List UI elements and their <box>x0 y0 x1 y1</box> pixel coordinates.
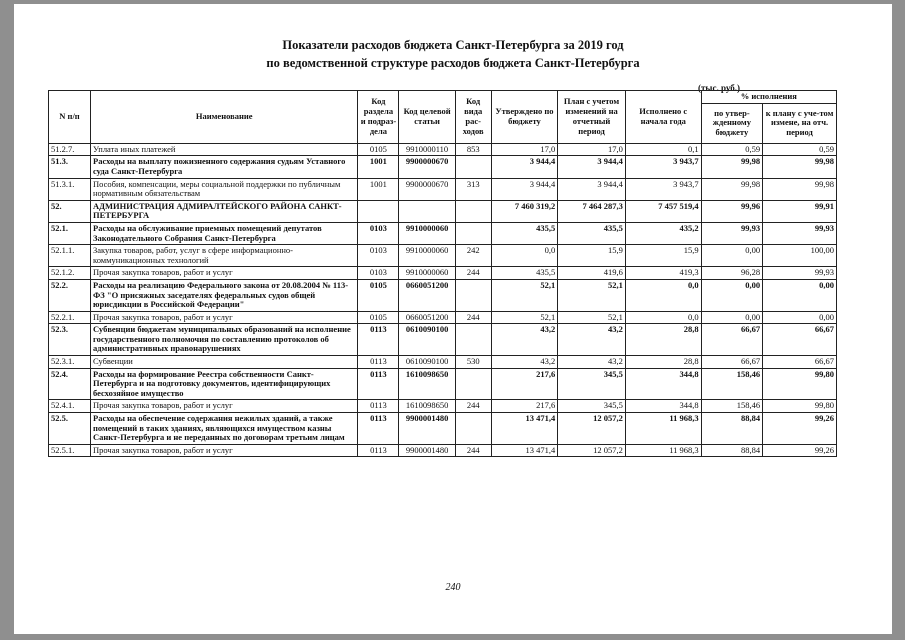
cell-num: 52.1.2. <box>49 267 91 280</box>
cell-target-code: 0660051200 <box>399 279 455 311</box>
cell-approved: 435,5 <box>491 222 558 244</box>
cell-executed: 15,9 <box>625 245 701 267</box>
cell-num: 52.2. <box>49 279 91 311</box>
cell-approved: 43,2 <box>491 356 558 369</box>
table-row <box>49 156 837 178</box>
cell-target-code: 0610090100 <box>399 356 455 369</box>
cell-expense-type-code: 244 <box>455 444 491 457</box>
cell-plan: 435,5 <box>558 222 626 244</box>
cell-approved: 217,6 <box>491 368 558 400</box>
cell-executed: 0,0 <box>625 279 701 311</box>
cell-pct-approved: 0,59 <box>701 143 762 156</box>
cell-section-code: 0105 <box>358 311 399 324</box>
cell-name: Расходы на реализацию Федерального закона от 20.08.2004 № 113-ФЗ "О присяжных заседателях федеральных судов общей юрисдикции в Российской Федерации" <box>91 279 358 311</box>
cell-pct-approved: 66,67 <box>701 356 762 369</box>
cell-section-code: 0103 <box>358 267 399 280</box>
cell-pct-plan: 99,98 <box>763 156 837 178</box>
cell-target-code: 9900001480 <box>399 444 455 457</box>
budget-table-body <box>49 143 837 457</box>
cell-name: Субвенции <box>91 356 358 369</box>
cell-name: Прочая закупка товаров, работ и услуг <box>91 311 358 324</box>
header-target-code: Код целевой статьи <box>399 91 455 144</box>
cell-target-code: 9910000060 <box>399 245 455 267</box>
table-row <box>49 324 837 356</box>
cell-expense-type-code: 244 <box>455 311 491 324</box>
table-row <box>49 200 837 222</box>
cell-num: 52.2.1. <box>49 311 91 324</box>
cell-plan: 12 057,2 <box>558 413 626 445</box>
cell-section-code: 0113 <box>358 356 399 369</box>
table-row <box>49 444 837 457</box>
cell-section-code: 0113 <box>358 324 399 356</box>
cell-expense-type-code <box>455 324 491 356</box>
cell-name: Уплата иных платежей <box>91 143 358 156</box>
table-row <box>49 143 837 156</box>
cell-num: 52.5. <box>49 413 91 445</box>
cell-section-code: 0113 <box>358 368 399 400</box>
cell-executed: 0,1 <box>625 143 701 156</box>
cell-plan: 3 944,4 <box>558 178 626 200</box>
cell-pct-plan: 99,91 <box>763 200 837 222</box>
cell-num: 52.4. <box>49 368 91 400</box>
cell-target-code: 9910000060 <box>399 222 455 244</box>
cell-pct-plan: 99,93 <box>763 267 837 280</box>
table-row <box>49 368 837 400</box>
cell-plan: 17,0 <box>558 143 626 156</box>
cell-pct-approved: 158,46 <box>701 368 762 400</box>
cell-name: Прочая закупка товаров, работ и услуг <box>91 267 358 280</box>
cell-plan: 12 057,2 <box>558 444 626 457</box>
cell-expense-type-code: 313 <box>455 178 491 200</box>
cell-pct-approved: 99,93 <box>701 222 762 244</box>
cell-pct-plan: 0,00 <box>763 311 837 324</box>
cell-section-code: 0103 <box>358 245 399 267</box>
cell-approved: 3 944,4 <box>491 178 558 200</box>
cell-section-code: 1001 <box>358 156 399 178</box>
cell-target-code: 9900000670 <box>399 178 455 200</box>
cell-pct-plan: 66,67 <box>763 356 837 369</box>
cell-name: Расходы на обеспечение содержания нежилых зданий, а также помещений в таких зданиях, являющихся имуществом казны Санкт-Петербурга и не переданных по договорам третьим лицам <box>91 413 358 445</box>
cell-pct-plan: 99,80 <box>763 368 837 400</box>
cell-executed: 344,8 <box>625 368 701 400</box>
cell-name: Расходы на выплату пожизненного содержания судьям Уставного суда Санкт-Петербурга <box>91 156 358 178</box>
cell-executed: 28,8 <box>625 324 701 356</box>
cell-section-code: 0113 <box>358 444 399 457</box>
cell-num: 52.1.1. <box>49 245 91 267</box>
cell-num: 51.3. <box>49 156 91 178</box>
cell-pct-plan: 0,59 <box>763 143 837 156</box>
cell-plan: 345,5 <box>558 400 626 413</box>
cell-num: 52.1. <box>49 222 91 244</box>
cell-approved: 3 944,4 <box>491 156 558 178</box>
cell-target-code: 0610090100 <box>399 324 455 356</box>
cell-section-code: 0105 <box>358 279 399 311</box>
cell-pct-plan: 100,00 <box>763 245 837 267</box>
cell-target-code: 9910000110 <box>399 143 455 156</box>
cell-plan: 52,1 <box>558 311 626 324</box>
cell-pct-approved: 99,98 <box>701 178 762 200</box>
header-section-code: Код раздела и подраз-дела <box>358 91 399 144</box>
cell-name: Прочая закупка товаров, работ и услуг <box>91 400 358 413</box>
header-pct-approved: по утвер-жденному бюджету <box>701 103 762 143</box>
header-executed: Исполнено с начала года <box>625 91 701 144</box>
cell-target-code: 9910000060 <box>399 267 455 280</box>
cell-expense-type-code <box>455 413 491 445</box>
cell-expense-type-code: 242 <box>455 245 491 267</box>
cell-section-code: 0103 <box>358 222 399 244</box>
cell-pct-plan: 66,67 <box>763 324 837 356</box>
title-line-2: по ведомственной структуре расходов бюджета Санкт-Петербурга <box>266 56 640 70</box>
cell-target-code: 1610098650 <box>399 368 455 400</box>
cell-pct-plan: 99,26 <box>763 413 837 445</box>
cell-expense-type-code <box>455 279 491 311</box>
header-pct-plan: к плану с уче-том измене, на отч. период <box>763 103 837 143</box>
cell-pct-approved: 0,00 <box>701 245 762 267</box>
cell-pct-approved: 0,00 <box>701 279 762 311</box>
table-row <box>49 279 837 311</box>
table-row <box>49 245 837 267</box>
table-row <box>49 178 837 200</box>
cell-expense-type-code <box>455 156 491 178</box>
cell-executed: 28,8 <box>625 356 701 369</box>
header-pct-group: % исполнения <box>701 91 836 104</box>
cell-expense-type-code <box>455 368 491 400</box>
cell-executed: 3 943,7 <box>625 178 701 200</box>
cell-pct-approved: 99,98 <box>701 156 762 178</box>
cell-num: 52.5.1. <box>49 444 91 457</box>
cell-section-code: 1001 <box>358 178 399 200</box>
cell-num: 52.3.1. <box>49 356 91 369</box>
cell-section-code: 0105 <box>358 143 399 156</box>
table-row <box>49 356 837 369</box>
cell-pct-approved: 96,28 <box>701 267 762 280</box>
cell-num: 52.4.1. <box>49 400 91 413</box>
cell-target-code: 9900001480 <box>399 413 455 445</box>
page-number: 240 <box>445 582 461 593</box>
budget-table <box>48 90 837 457</box>
header-plan: План с учетом изменений на отчетный период <box>558 91 626 144</box>
cell-pct-approved: 66,67 <box>701 324 762 356</box>
header-name: Наименование <box>91 91 358 144</box>
cell-executed: 435,2 <box>625 222 701 244</box>
cell-executed: 11 968,3 <box>625 444 701 457</box>
cell-name: АДМИНИСТРАЦИЯ АДМИРАЛТЕЙСКОГО РАЙОНА САНКТ-ПЕТЕРБУРГА <box>91 200 358 222</box>
cell-pct-approved: 88,84 <box>701 444 762 457</box>
header-expense-type-code: Код вида рас-ходов <box>455 91 491 144</box>
cell-name: Пособия, компенсации, меры социальной поддержки по публичным нормативным обязательствам <box>91 178 358 200</box>
cell-pct-plan: 99,98 <box>763 178 837 200</box>
cell-plan: 419,6 <box>558 267 626 280</box>
cell-expense-type-code <box>455 222 491 244</box>
cell-target-code: 0660051200 <box>399 311 455 324</box>
cell-name: Закупка товаров, работ, услуг в сфере информационно-коммуникационных технологий <box>91 245 358 267</box>
cell-executed: 11 968,3 <box>625 413 701 445</box>
cell-section-code: 0113 <box>358 400 399 413</box>
cell-executed: 7 457 519,4 <box>625 200 701 222</box>
cell-target-code <box>399 200 455 222</box>
cell-approved: 13 471,4 <box>491 413 558 445</box>
cell-expense-type-code: 530 <box>455 356 491 369</box>
cell-plan: 43,2 <box>558 356 626 369</box>
title-line-1: Показатели расходов бюджета Санкт-Петербурга за 2019 год <box>282 38 624 52</box>
table-row <box>49 311 837 324</box>
cell-approved: 13 471,4 <box>491 444 558 457</box>
cell-plan: 43,2 <box>558 324 626 356</box>
cell-section-code: 0113 <box>358 413 399 445</box>
cell-plan: 15,9 <box>558 245 626 267</box>
cell-executed: 419,3 <box>625 267 701 280</box>
cell-target-code: 1610098650 <box>399 400 455 413</box>
cell-num: 51.3.1. <box>49 178 91 200</box>
cell-approved: 435,5 <box>491 267 558 280</box>
cell-approved: 217,6 <box>491 400 558 413</box>
cell-approved: 43,2 <box>491 324 558 356</box>
cell-executed: 344,8 <box>625 400 701 413</box>
cell-num: 52.3. <box>49 324 91 356</box>
table-row <box>49 413 837 445</box>
cell-name: Расходы на обслуживание приемных помещений депутатов Законодательного Собрания Санкт-Петербурга <box>91 222 358 244</box>
cell-expense-type-code: 853 <box>455 143 491 156</box>
cell-pct-plan: 99,26 <box>763 444 837 457</box>
cell-plan: 52,1 <box>558 279 626 311</box>
cell-executed: 0,0 <box>625 311 701 324</box>
cell-section-code <box>358 200 399 222</box>
cell-pct-approved: 88,84 <box>701 413 762 445</box>
cell-name: Прочая закупка товаров, работ и услуг <box>91 444 358 457</box>
header-approved: Утверждено по бюджету <box>491 91 558 144</box>
cell-approved: 52,1 <box>491 311 558 324</box>
cell-name: Субвенции бюджетам муниципальных образований на исполнение государственного полномочия по составлению протоколов об административных правонарушениях <box>91 324 358 356</box>
units-label: (тыс. руб.) <box>698 83 740 93</box>
cell-plan: 345,5 <box>558 368 626 400</box>
table-row <box>49 267 837 280</box>
cell-expense-type-code <box>455 200 491 222</box>
document-title <box>14 36 892 72</box>
cell-name: Расходы на формирование Реестра собственности Санкт-Петербурга и на подготовку документов, идентифицирующих бесхозяйное имущество <box>91 368 358 400</box>
cell-plan: 3 944,4 <box>558 156 626 178</box>
table-row <box>49 222 837 244</box>
cell-pct-plan: 99,93 <box>763 222 837 244</box>
cell-pct-plan: 99,80 <box>763 400 837 413</box>
document-page <box>14 4 892 634</box>
cell-plan: 7 464 287,3 <box>558 200 626 222</box>
cell-approved: 0,0 <box>491 245 558 267</box>
table-row <box>49 400 837 413</box>
cell-pct-approved: 158,46 <box>701 400 762 413</box>
cell-target-code: 9900000670 <box>399 156 455 178</box>
cell-pct-approved: 99,96 <box>701 200 762 222</box>
cell-approved: 17,0 <box>491 143 558 156</box>
cell-num: 52. <box>49 200 91 222</box>
cell-executed: 3 943,7 <box>625 156 701 178</box>
cell-pct-approved: 0,00 <box>701 311 762 324</box>
cell-num: 51.2.7. <box>49 143 91 156</box>
cell-approved: 7 460 319,2 <box>491 200 558 222</box>
cell-pct-plan: 0,00 <box>763 279 837 311</box>
cell-expense-type-code: 244 <box>455 267 491 280</box>
cell-approved: 52,1 <box>491 279 558 311</box>
cell-expense-type-code: 244 <box>455 400 491 413</box>
header-num: N п/п <box>49 91 91 144</box>
